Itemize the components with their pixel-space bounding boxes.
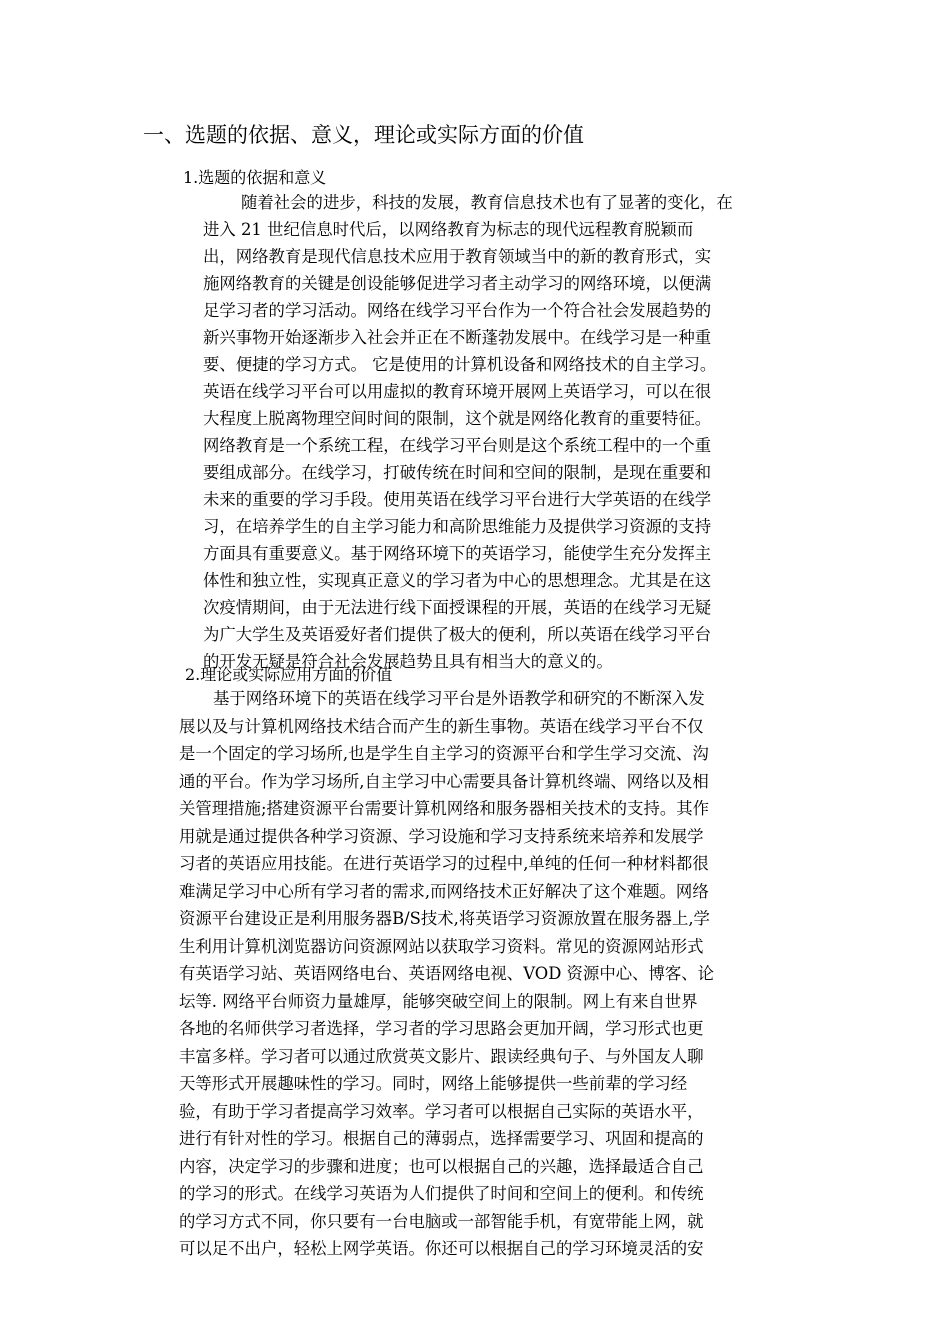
paragraph-line: 的开发无疑是符合社会发展趋势且具有相当大的意义的。 [203, 652, 613, 671]
paragraph-line: 通的平台。作为学习场所,自主学习中心需要具备计算机终端、网络以及相 [179, 771, 709, 791]
paragraph-line: 难满足学习中心所有学习者的需求,而网络技术正好解决了这个难题。网络 [179, 881, 709, 901]
paragraph-line: 基于网络环境下的英语在线学习平台是外语教学和研究的不断深入发 [213, 689, 705, 708]
paragraph-line: 资源平台建设正是利用服务器B/S技术,将英语学习资源放置在服务器上,学 [179, 909, 710, 928]
paragraph-line: 是一个固定的学习场所,也是学生自主学习的资源平台和学生学习交流、沟 [179, 744, 709, 763]
paragraph-line: 进入 21 世纪信息时代后，以网络教育为标志的现代远程教育脱颖而 [203, 220, 694, 239]
paragraph-line: 展以及与计算机网络技术结合而产生的新生事物。英语在线学习平台不仅 [179, 716, 704, 736]
paragraph-line: 坛等. 网络平台师资力量雄厚，能够突破空间上的限制。网上有来自世界 [179, 991, 698, 1011]
paragraph-line: 习，在培养学生的自主学习能力和高阶思维能力及提供学习资源的支持 [203, 517, 712, 536]
paragraph-line: 要、便捷的学习方式。 它是使用的计算机设备和网络技术的自主学习。 [203, 355, 717, 374]
paragraph-line: 英语在线学习平台可以用虚拟的教育环境开展网上英语学习，可以在很 [203, 382, 712, 401]
paragraph-line: 网络教育是一个系统工程，在线学习平台则是这个系统工程中的一个重 [203, 436, 712, 455]
subsection-1-paragraph [203, 189, 733, 675]
paragraph-line: 的学习方式不同，你只要有一台电脑或一部智能手机，有宽带能上网，就 [179, 1211, 704, 1231]
paragraph-line: 方面具有重要意义。基于网络环境下的英语学习，能使学生充分发挥主 [203, 544, 712, 563]
paragraph-line: 丰富多样。学习者可以通过欣赏英文影片、跟读经典句子、与外国友人聊 [179, 1046, 704, 1066]
paragraph-line: 足学习者的学习活动。网络在线学习平台作为一个符合社会发展趋势的 [203, 301, 712, 320]
paragraph-line: 习者的英语应用技能。在进行英语学习的过程中,单纯的任何一种材料都很 [179, 854, 709, 873]
paragraph-line: 大程度上脱离物理空间时间的限制，这个就是网络化教育的重要特征。 [203, 409, 712, 428]
paragraph-line: 要组成部分。在线学习，打破传统在时间和空间的限制，是现在重要和 [203, 463, 712, 482]
paragraph-line: 可以足不出户，轻松上网学英语。你还可以根据自己的学习环境灵活的安 [179, 1239, 704, 1258]
subsection-2-paragraph [179, 685, 714, 1263]
paragraph-line: 各地的名师供学习者选择，学习者的学习思路会更加开阔，学习形式也更 [179, 1019, 704, 1038]
paragraph-line: 次疫情期间，由于无法进行线下面授课程的开展，英语的在线学习无疑 [203, 598, 712, 617]
paragraph-line: 未来的重要的学习手段。使用英语在线学习平台进行大学英语的在线学 [203, 490, 712, 509]
paragraph-line: 施网络教育的关键是创设能够促进学习者主动学习的网络环境，以便满 [203, 274, 712, 293]
paragraph-line: 的学习的形式。在线学习英语为人们提供了时间和空间上的便利。和传统 [179, 1184, 704, 1203]
paragraph-line: 生利用计算机浏览器访问资源网站以获取学习资料。常见的资源网站形式 [179, 936, 704, 956]
paragraph-line: 出，网络教育是现代信息技术应用于教育领域当中的新的教育形式，实 [203, 247, 712, 266]
paragraph-line: 内容，决定学习的步骤和进度；也可以根据自己的兴趣，选择最适合自己 [179, 1156, 704, 1176]
subsection-2-title: 2.理论或实际应用方面的价值 [185, 665, 393, 684]
subsection-1-title: 1.选题的依据和意义 [183, 168, 327, 187]
paragraph-line: 进行有针对性的学习。根据自己的薄弱点，选择需要学习、巩固和提高的 [179, 1129, 704, 1148]
paragraph-line: 随着社会的进步，科技的发展，教育信息技术也有了显著的变化，在 [241, 193, 733, 212]
paragraph-line: 验，有助于学习者提高学习效率。学习者可以根据自己实际的英语水平， [179, 1101, 704, 1121]
paragraph-line: 关管理措施;搭建资源平台需要计算机网络和服务器相关技术的支持。其作 [179, 799, 710, 818]
paragraph-line: 用就是通过提供各种学习资源、学习设施和学习支持系统来培养和发展学 [179, 826, 704, 846]
paragraph-line: 有英语学习站、英语网络电台、英语网络电视、VOD 资源中心、博客、论 [179, 964, 715, 983]
section-title: 一、选题的依据、意义，理论或实际方面的价值 [143, 123, 584, 147]
paragraph-line: 体性和独立性，实现真正意义的学习者为中心的思想理念。尤其是在这 [203, 571, 712, 590]
paragraph-line: 为广大学生及英语爱好者们提供了极大的便利，所以英语在线学习平台 [203, 625, 712, 644]
paragraph-line: 新兴事物开始逐渐步入社会并正在不断蓬勃发展中。在线学习是一种重 [203, 328, 712, 347]
paragraph-line: 天等形式开展趣味性的学习。同时，网络上能够提供一些前辈的学习经 [179, 1074, 688, 1093]
